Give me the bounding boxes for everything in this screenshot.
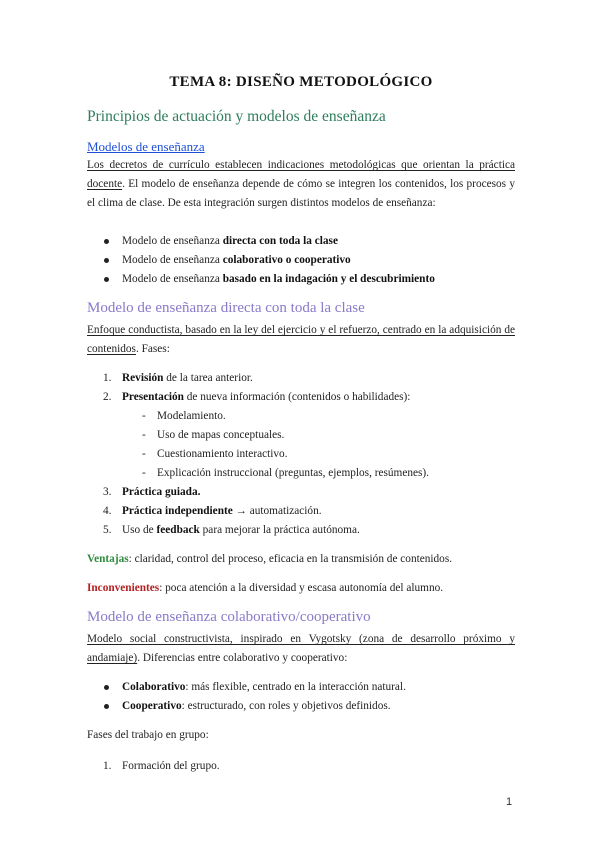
bullet-icon bbox=[104, 277, 109, 282]
dash-marker: - bbox=[142, 467, 146, 479]
section-heading-collaborative: Modelo de enseñanza colaborativo/cooperativo bbox=[87, 609, 371, 625]
list-item bbox=[87, 697, 406, 716]
ventajas-text: : claridad, control del proceso, eficacia en la transmisión de contenidos. bbox=[128, 553, 453, 565]
phase-pre: Uso de bbox=[122, 524, 157, 536]
list-item bbox=[87, 251, 435, 270]
phase-rest: → automatización. bbox=[232, 505, 322, 517]
sub-list-item bbox=[122, 464, 429, 483]
collaborative-bullet-list bbox=[87, 678, 406, 716]
phases-numbered-list bbox=[87, 369, 429, 540]
list-item bbox=[87, 388, 429, 483]
ventajas-label: Ventajas bbox=[87, 553, 129, 565]
list-item bbox=[87, 521, 429, 540]
direct-intro-rest: . Fases: bbox=[135, 343, 170, 355]
list-item bbox=[87, 678, 406, 697]
list-item bbox=[87, 369, 429, 388]
sub-list-item bbox=[122, 445, 429, 464]
list-item-bold: basado en la indagación y el descubrimiento bbox=[222, 273, 435, 285]
list-item-prefix: Modelo de enseñanza bbox=[122, 235, 223, 247]
bullet-icon bbox=[104, 239, 109, 244]
page-number: 1 bbox=[506, 796, 513, 808]
list-item bbox=[87, 270, 435, 289]
direct-intro-paragraph bbox=[87, 321, 515, 359]
phase-bold: Práctica guiada. bbox=[122, 486, 201, 498]
bullet-icon bbox=[104, 704, 109, 709]
list-item-prefix: Modelo de enseñanza bbox=[122, 273, 223, 285]
phase-rest: para mejorar la práctica autónoma. bbox=[199, 524, 360, 536]
models-bullet-list bbox=[87, 232, 435, 289]
group-phases-label: Fases del trabajo en grupo: bbox=[87, 729, 209, 741]
sub-item-text: Cuestionamiento interactivo. bbox=[157, 448, 288, 460]
list-item-bold: Cooperativo bbox=[122, 700, 182, 712]
inconvenientes-text: : poca atención a la diversidad y escasa autonomía del alumno. bbox=[159, 582, 444, 594]
list-number: 2. bbox=[103, 391, 112, 403]
list-item bbox=[87, 483, 429, 502]
page-title: TEMA 8: DISEÑO METODOLÓGICO bbox=[169, 74, 433, 90]
group-phases-list bbox=[87, 757, 220, 776]
phase-bold: Revisión bbox=[122, 372, 164, 384]
models-intro-rest: . El modelo de enseñanza depende de cómo se integren los contenidos, los procesos y el clima de clase. De esta integración surgen distintos modelos de enseñanza: bbox=[87, 178, 515, 209]
list-number: 5. bbox=[103, 524, 112, 536]
list-item-prefix: Modelo de enseñanza bbox=[122, 254, 223, 266]
ventajas-line bbox=[87, 550, 515, 569]
sub-item-text: Modelamiento. bbox=[157, 410, 226, 422]
sub-item-text: Explicación instruccional (preguntas, ejemplos, resúmenes). bbox=[157, 467, 429, 479]
sub-item-text: Uso de mapas conceptuales. bbox=[157, 429, 285, 441]
group-phase-text: Formación del grupo. bbox=[122, 760, 220, 772]
list-item bbox=[87, 502, 429, 521]
direct-intro-underlined: Enfoque conductista, basado en la ley del ejercicio y el refuerzo, centrado en la adquisición de contenidos bbox=[87, 324, 515, 355]
inconvenientes-line bbox=[87, 579, 515, 598]
bullet-icon bbox=[104, 685, 109, 690]
phase-rest: de nueva información (contenidos o habilidades): bbox=[183, 391, 411, 403]
sub-list-item bbox=[122, 426, 429, 445]
presentation-sub-list bbox=[122, 407, 429, 483]
section-heading-principles: Principios de actuación y modelos de enseñanza bbox=[87, 108, 386, 125]
collaborative-intro-rest: . Diferencias entre colaborativo y cooperativo: bbox=[137, 652, 348, 664]
list-number: 3. bbox=[103, 486, 112, 498]
dash-marker: - bbox=[142, 429, 146, 441]
inconvenientes-label: Inconvenientes bbox=[87, 582, 160, 594]
dash-marker: - bbox=[142, 448, 146, 460]
phase-bold: feedback bbox=[156, 524, 200, 536]
section-heading-direct: Modelo de enseñanza directa con toda la clase bbox=[87, 300, 365, 316]
bullet-icon bbox=[104, 258, 109, 263]
dash-marker: - bbox=[142, 410, 146, 422]
list-number: 1. bbox=[103, 372, 112, 384]
phase-bold: Práctica independiente bbox=[122, 505, 233, 517]
list-number: 4. bbox=[103, 505, 112, 517]
list-item bbox=[87, 757, 220, 776]
list-item-bold: Colaborativo bbox=[122, 681, 186, 693]
subheading-models-link[interactable]: Modelos de enseñanza bbox=[87, 139, 205, 154]
collaborative-intro-underlined: Modelo social constructivista, inspirado en Vygotsky (zona de desarrollo próximo y andamiaje) bbox=[87, 633, 515, 664]
models-intro-paragraph bbox=[87, 156, 515, 213]
list-number: 1. bbox=[103, 760, 112, 772]
list-item bbox=[87, 232, 435, 251]
phase-bold: Presentación bbox=[122, 391, 184, 403]
collaborative-intro-paragraph bbox=[87, 630, 515, 668]
list-item-rest: : más flexible, centrado en la interacción natural. bbox=[185, 681, 406, 693]
sub-list-item bbox=[122, 407, 429, 426]
list-item-rest: : estructurado, con roles y objetivos definidos. bbox=[181, 700, 391, 712]
phase-rest: de la tarea anterior. bbox=[163, 372, 253, 384]
list-item-bold: directa con toda la clase bbox=[222, 235, 338, 247]
models-intro-underlined: Los decretos de currículo establecen indicaciones metodológicas que orientan la práctica docente bbox=[87, 159, 515, 190]
list-item-bold: colaborativo o cooperativo bbox=[222, 254, 351, 266]
